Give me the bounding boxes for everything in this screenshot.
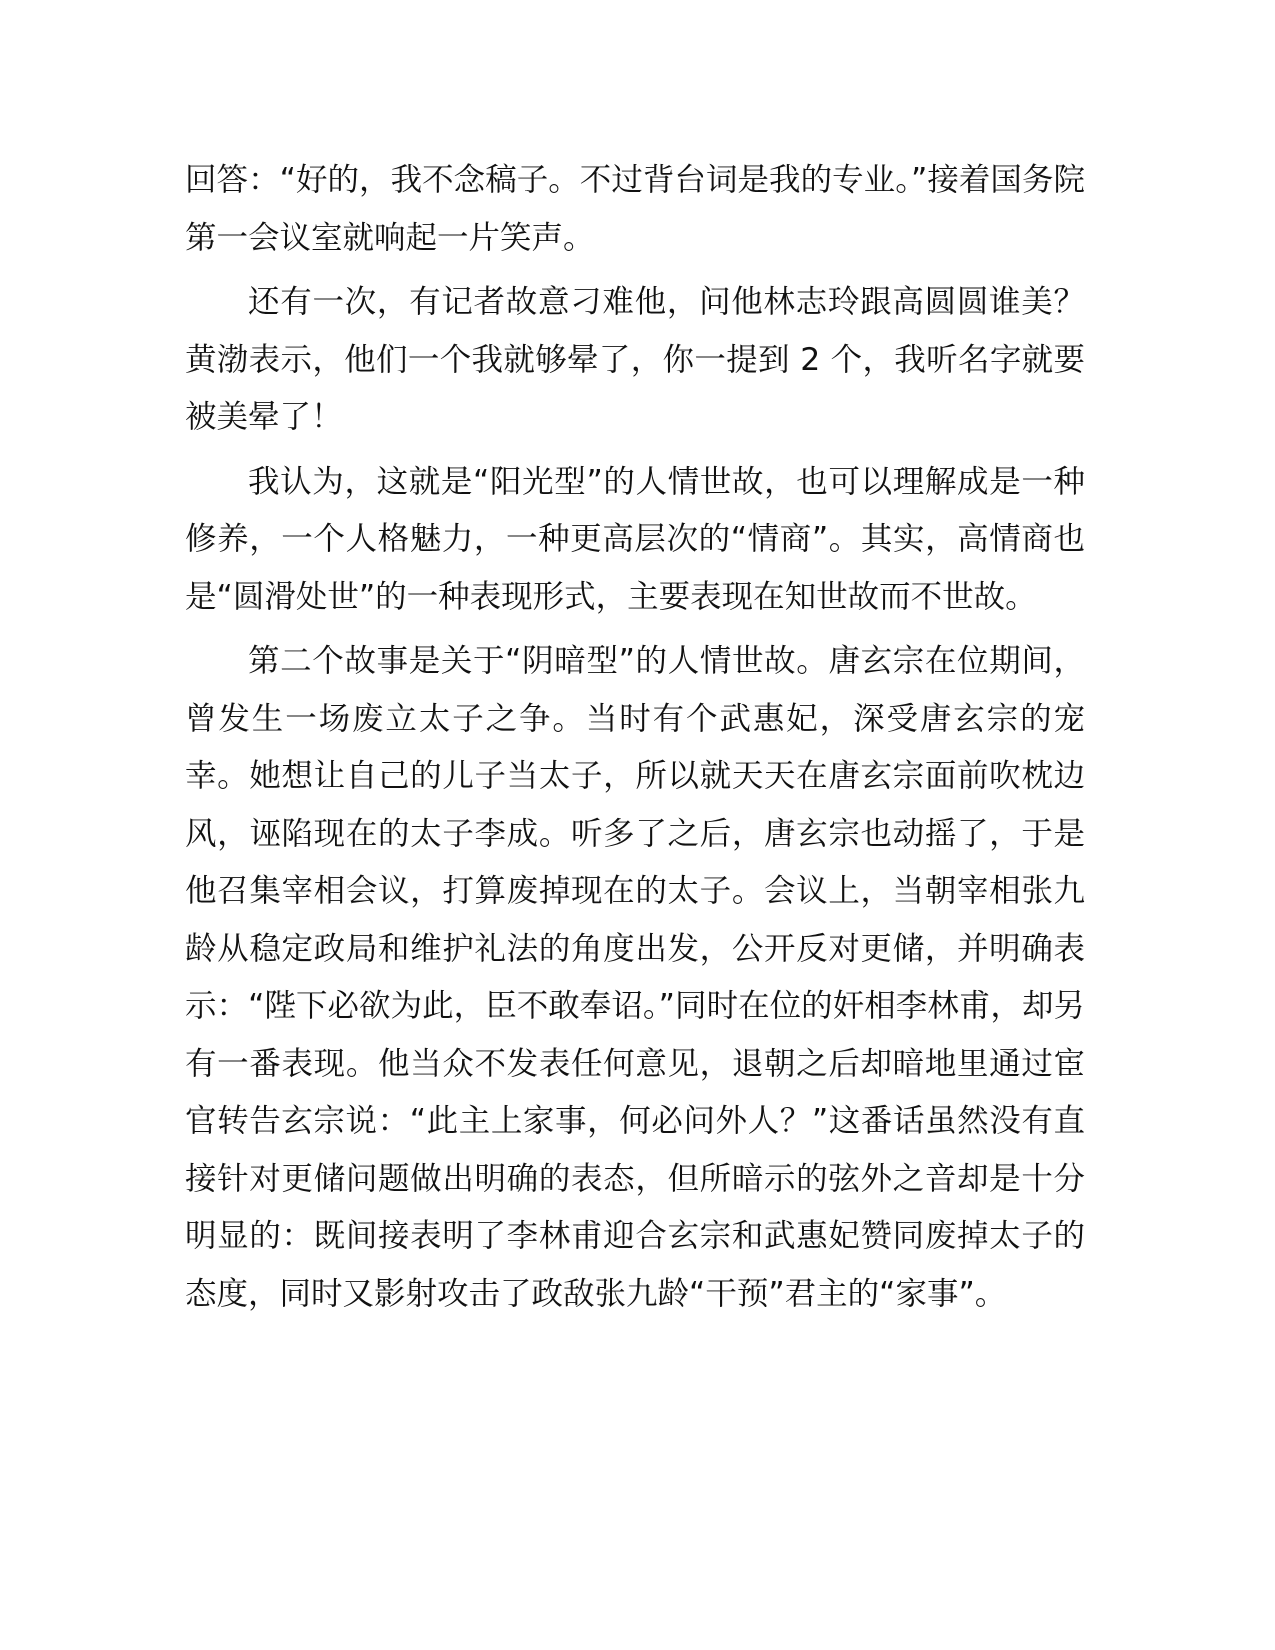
paragraph-dark-worldliness: 第二个故事是关于“阴暗型”的人情世故。唐玄宗在位期间，曾发生一场废立太子之争。当时有个武惠妃，深受唐玄宗的宠幸。她想让自己的儿子当太子，所以就天天在唐玄宗面前吹枕边风，诬陷现在的太子李成。听多了之后，唐玄宗也动摇了，于是他召集宰相会议，打算废掉现在的太子。会议上，当朝宰相张九龄从稳定政局和维护礼法的角度出发，公开反对更储，并明确表示：“陛下必欲为此，臣不敢奉诏。”同时在位的奸相李林甫，却另有一番表现。他当众不发表任何意见，退朝之后却暗地里通过宦官转告玄宗说：“此主上家事，何必问外人？”这番话虽然没有直接针对更储问题做出明确的表态，但所暗示的弦外之音却是十分明显的：既间接表明了李林甫迎合玄宗和武惠妃赞同废掉太子的态度，同时又影射攻击了政敌张九龄“干预”君主的“家事”。: [185, 643, 1085, 1312]
paragraph-continuation: 回答：“好的，我不念稿子。不过背台词是我的专业。”接着国务院第一会议室就响起一片笑声。: [185, 162, 1085, 256]
paragraph-sunny-worldliness: 我认为，这就是“阳光型”的人情世故，也可以理解成是一种修养，一个人格魅力，一种更高层次的“情商”。其实，高情商也是“圆滑处世”的一种表现形式，主要表现在知世故而不世故。: [185, 463, 1085, 615]
paragraph-reporter-question: 还有一次，有记者故意刁难他，问他林志玲跟高圆圆谁美？黄渤表示，他们一个我就够晕了，你一提到 2 个，我听名字就要被美晕了！: [185, 284, 1085, 435]
body-text: [185, 152, 1085, 1330]
